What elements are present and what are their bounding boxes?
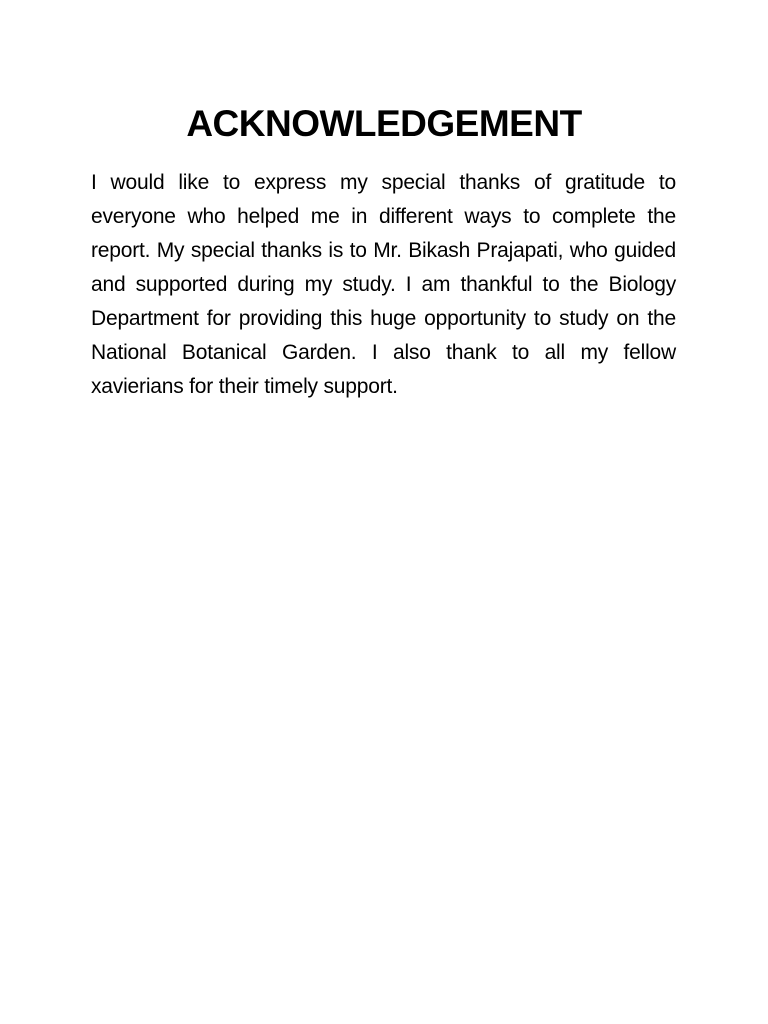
- page-title: ACKNOWLEDGEMENT: [186, 103, 582, 144]
- acknowledgement-paragraph: I would like to express my special thanks of gratitude to everyone who helped me in different ways to complete the report. My special thanks is to Mr. Bikash Prajapati, who guided and supported during my study. I am thankful to the Biology Department for providing this huge opportunity to study on the National Botanical Garden. I also thank to all my fellow xavierians for their timely support.: [91, 171, 676, 398]
